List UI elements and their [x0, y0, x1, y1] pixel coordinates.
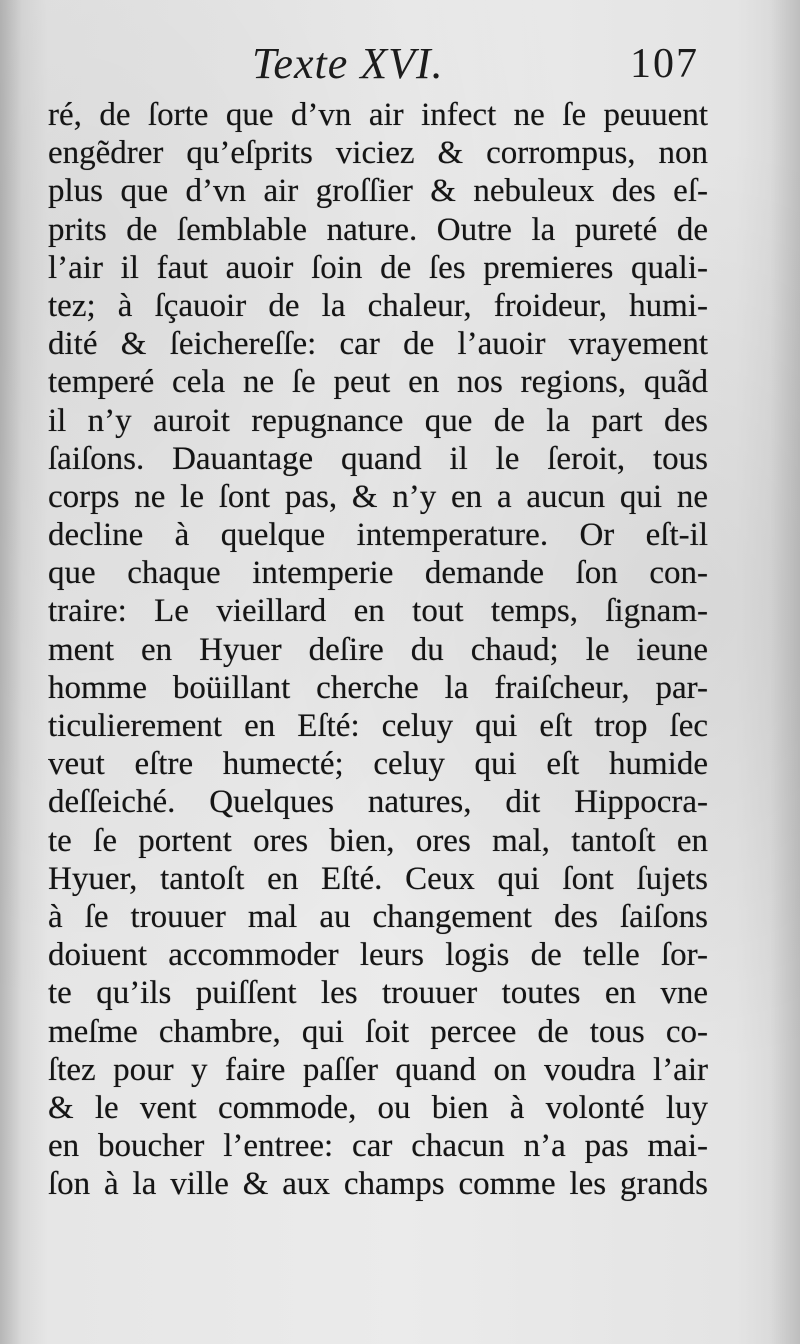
text-line: tez; à ſçauoir de la chaleur, froideur, humi- [48, 287, 708, 324]
text-line: à ſe trouuer mal au changement des ſaiſons [48, 898, 708, 935]
text-line: l’air il faut auoir ſoin de ſes premieres quali- [48, 249, 708, 286]
running-head [0, 28, 800, 88]
page-edge-shadow-left [0, 0, 22, 1344]
text-line: te ſe portent ores bien, ores mal, tantoſt en [48, 822, 708, 859]
text-line: ment en Hyuer deſire du chaud; le ieune [48, 631, 708, 668]
text-line: te qu’ils puiſſent les trouuer toutes en vne [48, 975, 708, 1012]
text-line: deſſeiché. Quelques natures, dit Hippocra- [48, 784, 708, 821]
page-number: 107 [630, 41, 699, 87]
body-text [48, 96, 708, 1203]
text-line: ſtez pour y faire paſſer quand on voudra l’air [48, 1051, 708, 1088]
page-edge-shadow-right [770, 0, 800, 1344]
text-line: decline à quelque intemperature. Or eſt-il [48, 517, 708, 554]
text-line: & le vent commode, ou bien à volonté luy [48, 1089, 708, 1126]
text-line: traire: Le vieillard en tout temps, ſignam- [48, 593, 708, 630]
running-title: Texte XVI. [252, 39, 444, 88]
text-line: plus que d’vn air groſſier & nebuleux des eſ- [48, 173, 708, 210]
text-line: il n’y auroit repugnance que de la part des [48, 402, 708, 439]
text-line: engẽdrer qu’eſprits viciez & corrompus, non [48, 135, 708, 172]
text-line: doiuent accommoder leurs logis de telle ſor- [48, 937, 708, 974]
text-line: meſme chambre, qui ſoit percee de tous co- [48, 1013, 708, 1050]
text-line: Hyuer, tantoſt en Eſté. Ceux qui ſont ſujets [48, 860, 708, 897]
text-line: ſon à la ville & aux champs comme les grands [48, 1166, 708, 1203]
text-line: ré, de ſorte que d’vn air infect ne ſe peuuent [48, 97, 708, 133]
text-line: ſaiſons. Dauantage quand il le ſeroit, tous [48, 440, 708, 477]
text-line: veut eſtre humecté; celuy qui eſt humide [48, 746, 708, 783]
text-line: homme boüillant cherche la fraiſcheur, par- [48, 669, 708, 706]
text-line: ticulierement en Eſté: celuy qui eſt trop ſec [48, 708, 708, 744]
text-line: dité & ſeichereſſe: car de l’auoir vrayement [48, 326, 708, 363]
text-line: prits de ſemblable nature. Outre la pureté de [48, 211, 708, 248]
text-line: corps ne le ſont pas, & n’y en a aucun qui ne [48, 478, 708, 515]
text-line: en boucher l’entree: car chacun n’a pas mai- [48, 1128, 708, 1165]
text-line: que chaque intemperie demande ſon con- [48, 555, 708, 592]
text-line: temperé cela ne ſe peut en nos regions, quãd [48, 364, 708, 401]
